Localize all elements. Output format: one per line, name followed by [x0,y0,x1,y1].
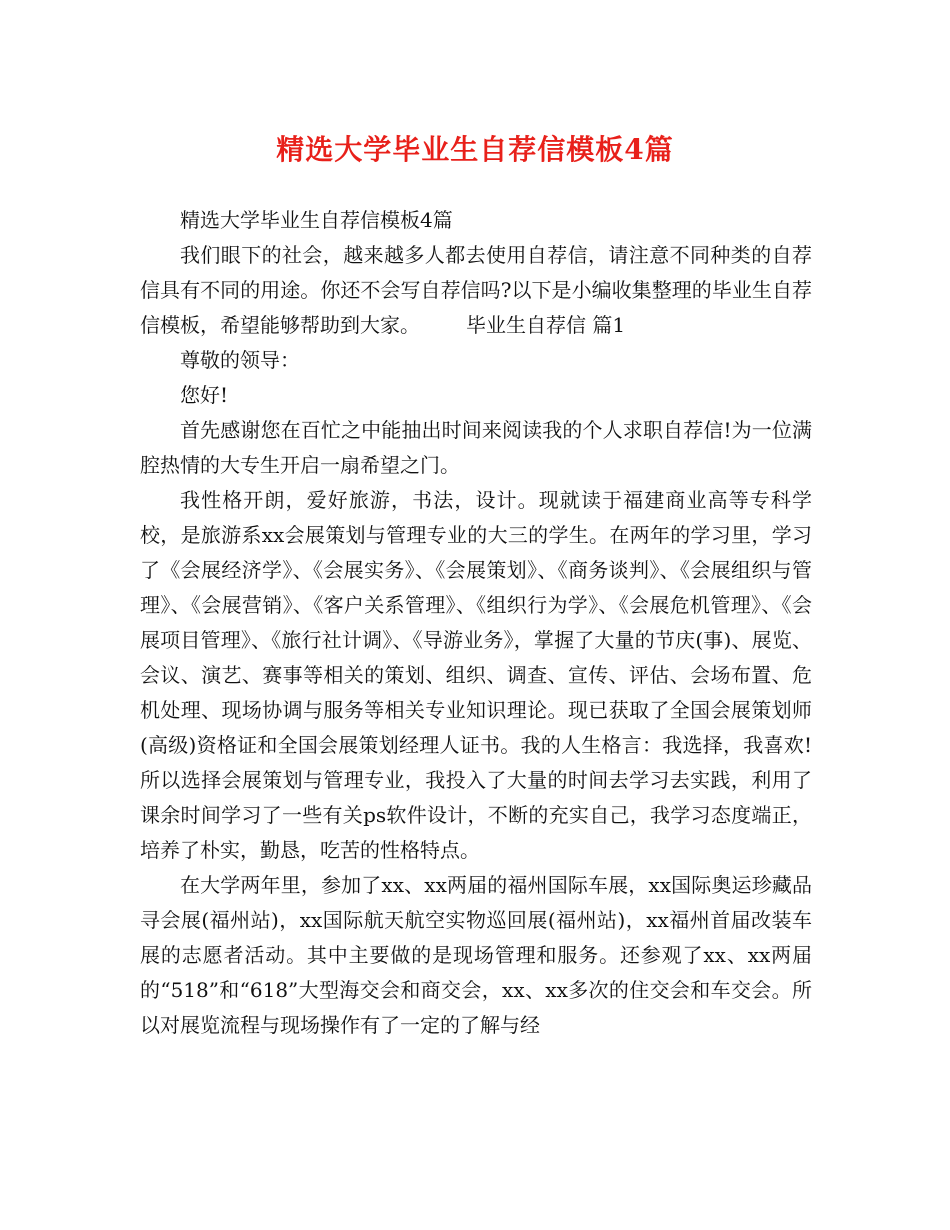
document-title: 精选大学毕业生自荐信模板4篇 [276,133,674,166]
body-paragraph: 首先感谢您在百忙之中能抽出时间来阅读我的个人求职自荐信!为一位满腔热情的大专生开启一扇希望之门。 [140,418,812,477]
subtitle-paragraph: 精选大学毕业生自荐信模板4篇 [180,208,453,232]
document-body [140,203,812,1043]
greeting: 您好! [180,383,229,407]
section-heading: 毕业生自荐信 篇1 [466,313,626,337]
body-paragraph: 我性格开朗，爱好旅游，书法，设计。现就读于福建商业高等专科学校，是旅游系xx会展策划与管理专业的大三的学生。在两年的学习里，学习了《会展经济学》、《会展实务》、《会展策划》、《商务谈判》、《会展组织与管理》、《会展营销》、《客户关系管理》、《组织行为学》、《会展危机管理》、《会展项目管理》、《旅行社计调》、《导游业务》，掌握了大量的节庆(事)、展览、会议、演艺、赛事等相关的策划、组织、调查、宣传、评估、会场布置、危机处理、现场协调与服务等相关专业知识理论。现已获取了全国会展策划师(高级)资格证和全国会展策划经理人证书。我的人生格言：我选择，我喜欢!所以选择会展策划与管理专业，我投入了大量的时间去学习去实践，利用了课余时间学习了一些有关ps软件设计，不断的充实自己，我学习态度端正，培养了朴实，勤恳，吃苦的性格特点。 [140,488,812,862]
intro-text: 我们眼下的社会，越来越多人都去使用自荐信，请注意不同种类的自荐信具有不同的用途。你还不会写自荐信吗?以下是小编收集整理的毕业生自荐信模板，希望能够帮助到大家。 [140,243,812,337]
salutation: 尊敬的领导： [180,348,300,372]
body-paragraph: 在大学两年里，参加了xx、xx两届的福州国际车展，xx国际奥运珍藏品寻会展(福州站)，xx国际航天航空实物巡回展(福州站)，xx福州首届改装车展的志愿者活动。其中主要做的是现场管理和服务。还参观了xx、xx两届的“518”和“618”大型海交会和商交会，xx、xx多次的住交会和车交会。所以对展览流程与现场操作有了一定的了解与经 [140,873,812,1037]
intro-paragraph [140,238,812,343]
